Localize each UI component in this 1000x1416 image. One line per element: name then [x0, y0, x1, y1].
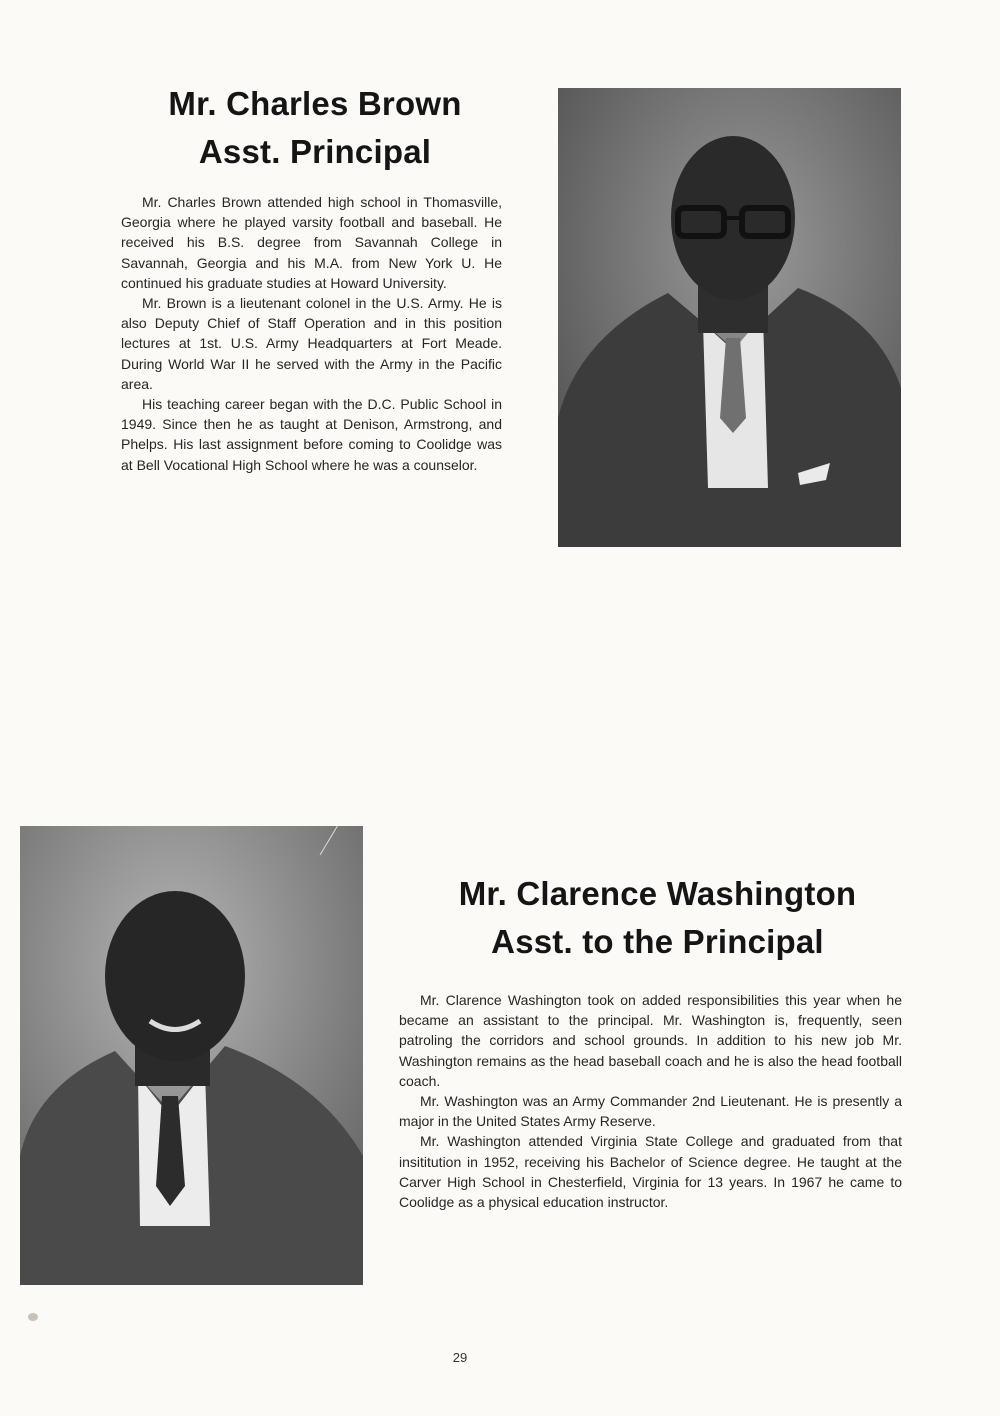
- profile-role: Asst. Principal: [198, 133, 432, 170]
- bio-paragraph: Mr. Brown is a lieutenant colonel in the U.S. Army. He is also Deputy Chief of Staff Operation and in this position lectures at 1st. U.S. Army Headquarters at Fort Meade. During World War II he served with the Army in the Pacific area.: [121, 295, 502, 392]
- profile-role: Asst. to the Principal: [491, 923, 824, 960]
- page-number: 29: [452, 1350, 468, 1365]
- bio-paragraph: Mr. Washington was an Army Commander 2nd Lieutenant. He is presently a major in the United States Army Reserve.: [399, 1093, 902, 1130]
- portrait-photo-charles-brown: [558, 88, 901, 547]
- profile-bio-charles-brown: [121, 192, 502, 475]
- bio-paragraph: His teaching career began with the D.C. Public School in 1949. Since then he as taught at Denison, Armstrong, and Phelps. His last assignment before coming to Coolidge was at Bell Vocational High School where he was a counselor.: [121, 396, 502, 473]
- paper-smudge: [28, 1313, 38, 1321]
- profile-name: Mr. Clarence Washington: [458, 875, 857, 912]
- bio-paragraph: Mr. Charles Brown attended high school in Thomasville, Georgia where he played varsity football and baseball. He received his B.S. degree from Savannah College in Savannah, Georgia and his M.A. from New York U. He continued his graduate studies at Howard University.: [121, 194, 502, 291]
- bio-paragraph: Mr. Clarence Washington took on added responsibilities this year when he became an assistant to the principal. Mr. Washington is, frequently, seen patroling the corridors and school grounds. In addition to his new job Mr. Washington remains as the head baseball coach and he is also the head football coach.: [399, 992, 902, 1089]
- profile-bio-clarence-washington: [399, 990, 902, 1212]
- bio-paragraph: Mr. Washington attended Virginia State College and graduated from that insititution in 1952, receiving his Bachelor of Science degree. He taught at the Carver High School in Chesterfield, Virginia for 13 years. In 1967 he came to Coolidge as a physical education instructor.: [399, 1133, 902, 1211]
- profile-heading-clarence-washington: [420, 870, 895, 966]
- profile-name: Mr. Charles Brown: [168, 85, 462, 122]
- portrait-photo-clarence-washington: [20, 826, 363, 1285]
- profile-heading-charles-brown: [120, 80, 510, 176]
